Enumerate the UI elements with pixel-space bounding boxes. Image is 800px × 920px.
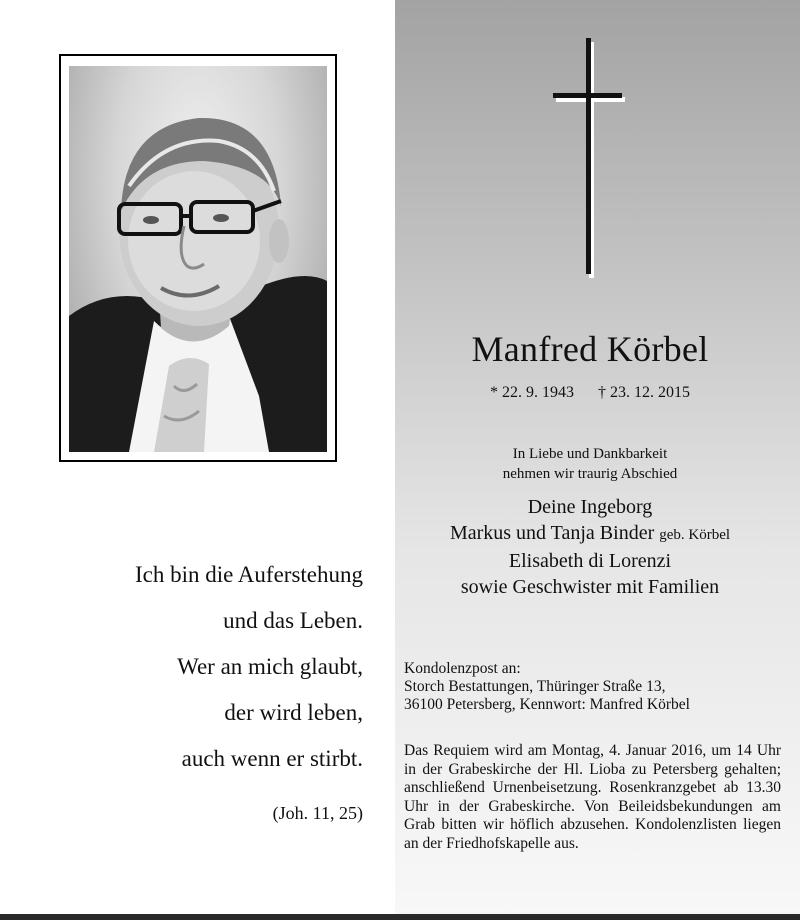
family-member: Deine Ingeborg: [527, 496, 653, 518]
family-member-name: Markus und Tanja Binder: [449, 522, 655, 544]
quote-line: auch wenn er stirbt.: [181, 746, 363, 771]
photo-frame: [59, 54, 337, 462]
family-list: [405, 494, 775, 600]
cross-icon: [553, 38, 625, 278]
deceased-name: Manfred Körbel: [471, 329, 709, 369]
family-member: sowie Geschwister mit Familien: [460, 576, 720, 598]
left-panel: [0, 0, 395, 914]
condolence-line: Kondolenzpost an:: [404, 660, 521, 677]
family-member: [405, 520, 775, 548]
condolence-address: [404, 660, 784, 714]
intro-line: In Liebe und Dankbarkeit: [512, 446, 668, 462]
maiden-name: geb. Körbel: [659, 527, 731, 543]
bible-quote: [60, 552, 363, 826]
condolence-line: 36100 Petersberg, Kennwort: Manfred Körbel: [404, 696, 690, 713]
quote-line: und das Leben.: [223, 608, 363, 633]
family-member: Elisabeth di Lorenzi: [508, 550, 672, 572]
requiem-info: Das Requiem wird am Montag, 4. Januar 2016, um 14 Uhr in der Grabeskirche der Hl. Lioba zu Petersberg gehalten; anschließend Urnenbeisetzung. Rosenkranzgebet ab 13.30 Uhr in der Grabeskirche. Von Beileidsbekundungen am Grab bitten wir höflich abzusehen. Kondolenzlisten liegen an der Friedhofskapelle aus.: [404, 742, 781, 852]
quote-line: Wer an mich glaubt,: [177, 654, 363, 679]
bottom-border: [0, 914, 800, 920]
quote-line: Ich bin die Auferstehung: [134, 562, 363, 587]
portrait-photo: [69, 66, 327, 452]
intro-line: nehmen wir traurig Abschied: [502, 466, 678, 482]
death-date: † 23. 12. 2015: [598, 384, 690, 401]
quote-reference: (Joh. 11, 25): [272, 803, 363, 823]
birth-date: * 22. 9. 1943: [490, 384, 574, 401]
condolence-line: Storch Bestattungen, Thüringer Straße 13,: [404, 678, 666, 695]
quote-line: der wird leben,: [224, 700, 363, 725]
life-dates: [405, 384, 775, 402]
farewell-intro: [405, 444, 775, 484]
